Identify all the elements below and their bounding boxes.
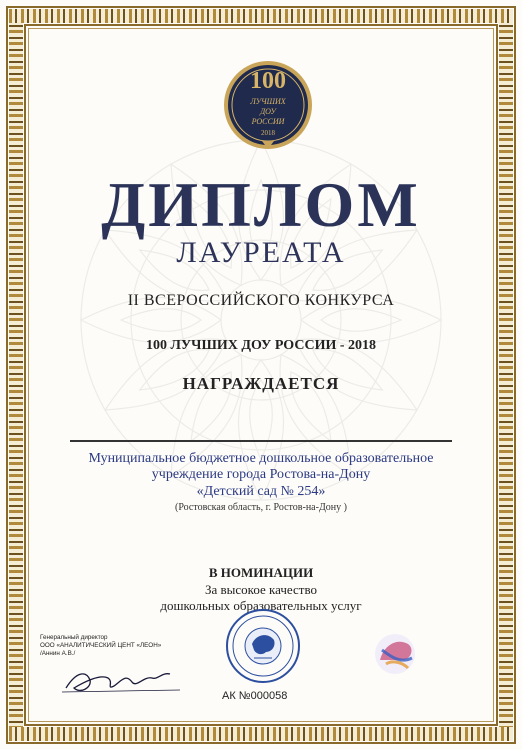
- recipient-line-1: Муниципальное бюджетное дошкольное образовательное: [88, 451, 434, 466]
- awarded-heading: НАГРАЖДАЕТСЯ: [182, 374, 340, 393]
- signer-title: Генеральный директор: [40, 634, 108, 641]
- contest-name-line-2: 100 ЛУЧШИХ ДОУ РОССИИ - 2018: [145, 338, 377, 353]
- diploma-subtitle: ЛАУРЕАТА: [176, 236, 346, 269]
- badge-number: 100: [250, 68, 286, 94]
- recipient-location: (Ростовская область, г. Ростов-на-Дону ): [175, 502, 347, 513]
- recipient-line-3: «Детский сад № 254»: [196, 484, 326, 499]
- contest-badge: [223, 60, 313, 150]
- handwritten-signature: [62, 664, 182, 698]
- badge-line-2: ДОУ: [260, 107, 276, 116]
- certificate-number: АК №000058: [222, 690, 288, 702]
- badge-line-3: РОССИИ: [251, 117, 285, 126]
- nomination-line-1: За высокое качество: [204, 582, 317, 597]
- signer-block: [40, 634, 190, 658]
- signer-name: /Аннин А.В./: [40, 650, 76, 657]
- badge-year: 2018: [261, 129, 275, 137]
- signer-organization: ООО «АНАЛИТИЧЕСКИЙ ЦЕНТ «ЛЕОН»: [40, 642, 162, 649]
- center-stamp: [218, 608, 308, 686]
- nomination-line-2: дошкольных образовательных услуг: [160, 598, 362, 613]
- contest-name-line-1: II ВСЕРОССИЙСКОГО КОНКУРСА: [127, 292, 395, 309]
- badge-line-1: ЛУЧШИХ: [250, 97, 286, 106]
- nomination-heading: В НОМИНАЦИИ: [208, 565, 314, 580]
- diploma-title: ДИПЛОМ: [101, 169, 421, 240]
- partner-logo: [368, 630, 422, 678]
- recipient-line-2: учреждение города Ростова-на-Дону: [151, 467, 371, 482]
- recipient-divider: [70, 440, 452, 442]
